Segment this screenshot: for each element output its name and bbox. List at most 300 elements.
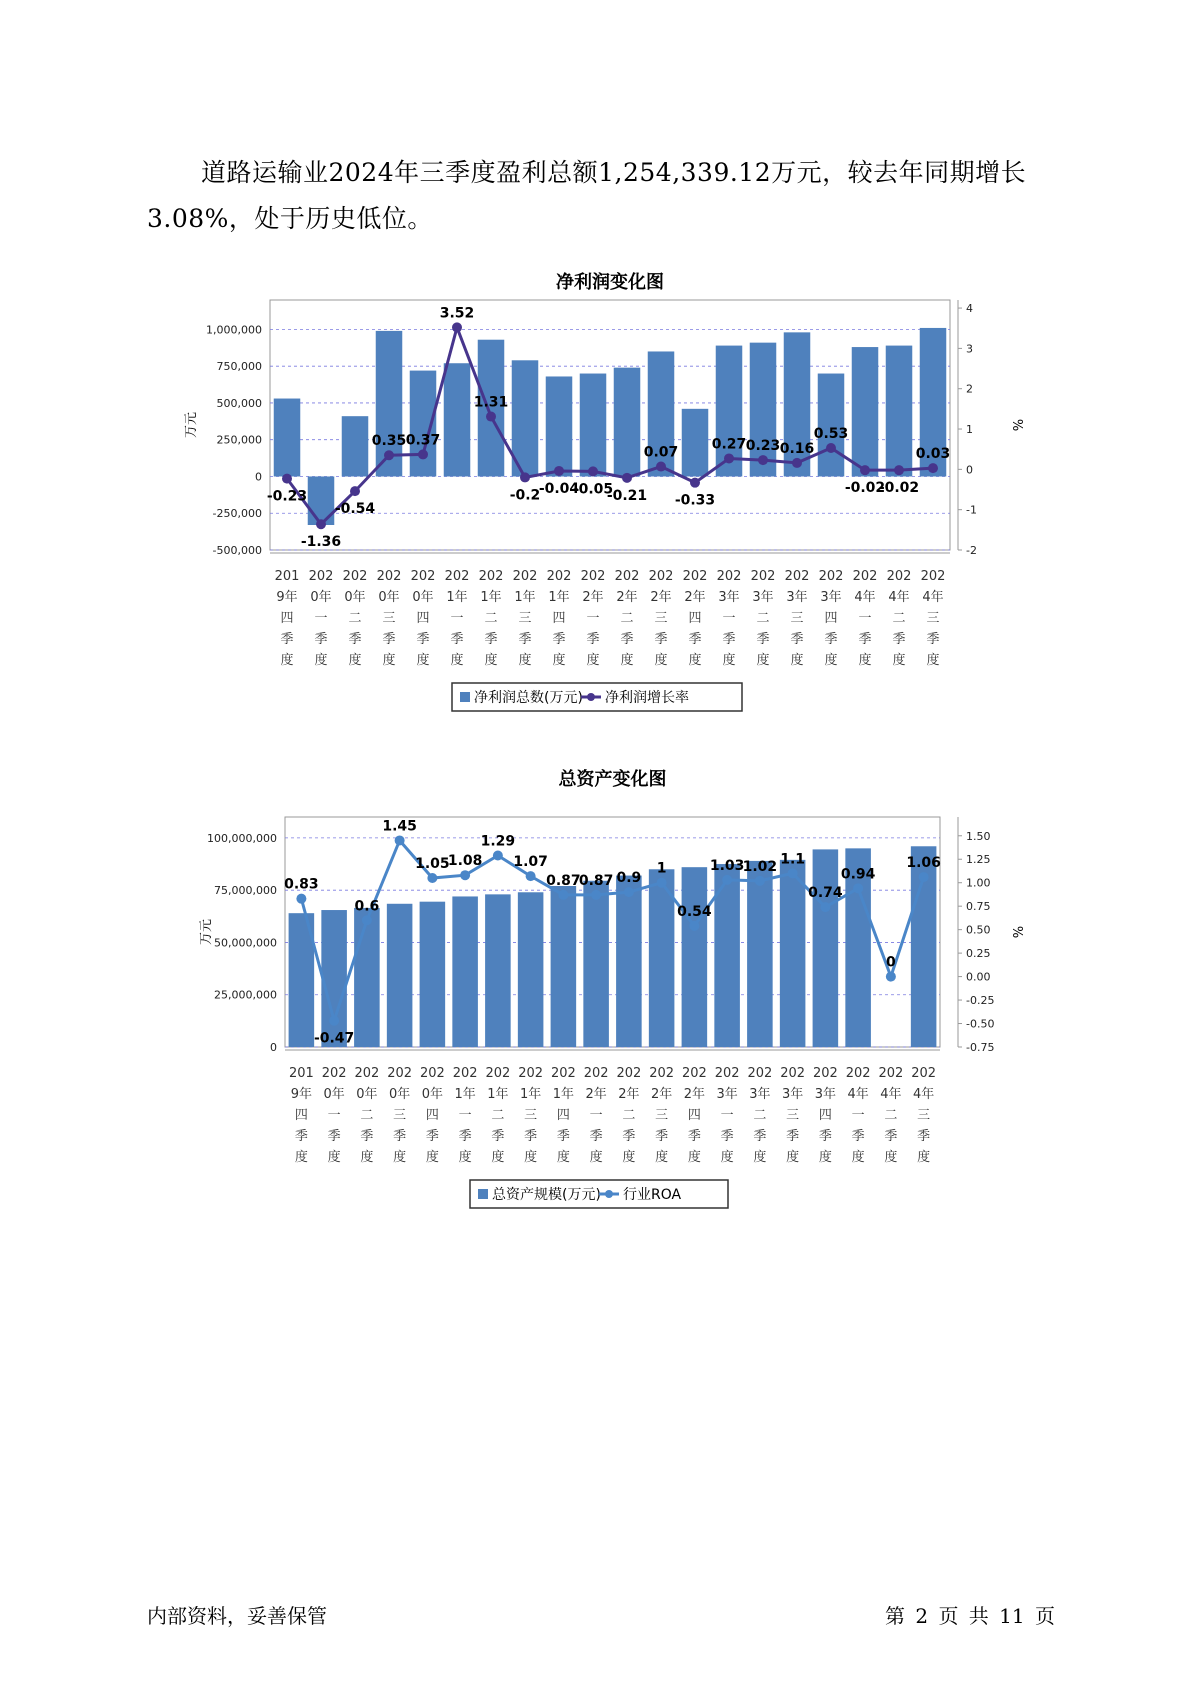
data-label: 0.23 [745, 438, 781, 455]
data-label: -0.54 [334, 501, 376, 518]
x-tick-label: 3年 [786, 590, 808, 605]
x-tick-label: 202 [649, 1066, 675, 1081]
x-tick-label: 202 [376, 569, 402, 584]
plot-area [285, 817, 940, 1047]
total-assets-chart [0, 767, 1191, 1217]
x-tick-label: 202 [485, 1066, 511, 1081]
x-tick-label: 度 [524, 1150, 538, 1165]
y-right-axis-label: % [1009, 418, 1024, 432]
x-tick-label: 季 [393, 1129, 407, 1144]
data-label: 0.53 [813, 425, 849, 442]
bar [551, 886, 577, 1047]
x-tick-label: 202 [780, 1066, 806, 1081]
x-tick-label: 度 [327, 1150, 341, 1165]
series-point [526, 871, 536, 881]
data-label: -0.04 [538, 480, 580, 497]
x-tick-label: 季 [294, 1129, 308, 1144]
x-tick-label: 202 [354, 1066, 380, 1081]
data-label: 0.94 [840, 866, 876, 883]
legend-bar-swatch [478, 1189, 488, 1199]
legend-line-label: 净利润增长率 [605, 690, 689, 706]
bar [354, 908, 380, 1047]
x-tick-label: 一 [327, 1108, 341, 1123]
x-tick-label: 季 [622, 1129, 636, 1144]
x-tick-label: 一 [858, 611, 872, 626]
bar [308, 476, 335, 525]
series-point [928, 463, 938, 473]
x-tick-label: 0年 [388, 1087, 411, 1102]
x-tick-label: 度 [620, 653, 634, 668]
series-point [452, 322, 462, 332]
y-right-tick-label: -0.25 [966, 994, 995, 1008]
x-tick-label: 季 [687, 1129, 701, 1144]
series-point [282, 474, 292, 484]
x-tick-label: 四 [556, 1108, 570, 1123]
x-tick-label: 201 [288, 1066, 314, 1081]
y-left-tick-label: -250,000 [212, 507, 262, 521]
x-tick-label: 1年 [552, 1087, 575, 1102]
x-tick-label: 季 [926, 632, 940, 647]
x-tick-label: 9年 [276, 590, 298, 605]
y-left-tick-label: 75,000,000 [214, 884, 277, 898]
x-tick-label: 三 [382, 611, 396, 626]
series-point [894, 465, 904, 475]
y-left-tick-label: 50,000,000 [214, 936, 277, 950]
x-tick-label: 202 [852, 569, 878, 584]
legend [452, 683, 742, 711]
data-label: 1.06 [906, 855, 941, 872]
series-point [919, 872, 929, 882]
x-tick-label: 度 [314, 653, 328, 668]
x-tick-label: 202 [784, 569, 810, 584]
x-tick-label: 二 [892, 611, 906, 626]
x-tick-label: 季 [655, 1129, 669, 1144]
x-tick-label: 四 [552, 611, 566, 626]
data-label: 1.03 [709, 857, 745, 874]
x-tick-label: 202 [410, 569, 436, 584]
y-right-tick-label: 1.50 [966, 829, 991, 843]
x-tick-label: 季 [425, 1129, 439, 1144]
y-right-tick-label: -1 [966, 503, 977, 517]
y-right-tick-label: 0.75 [966, 900, 991, 914]
net-profit-chart [0, 270, 1191, 720]
data-label: 1.45 [382, 818, 417, 835]
data-label: 1.07 [513, 854, 548, 871]
x-tick-label: 一 [589, 1108, 603, 1123]
x-tick-label: 季 [620, 632, 634, 647]
x-tick-label: 季 [314, 632, 328, 647]
x-tick-label: 度 [280, 653, 294, 668]
series-point [350, 486, 360, 496]
x-tick-label: 1年 [446, 590, 468, 605]
x-tick-label: 四 [294, 1108, 308, 1123]
legend-line-label: 行业ROA [623, 1187, 682, 1203]
x-tick-label: 三 [393, 1108, 407, 1123]
bar [452, 896, 478, 1047]
x-tick-label: 202 [845, 1066, 871, 1081]
x-tick-label: 四 [688, 611, 702, 626]
bar [682, 409, 709, 477]
series-point [755, 876, 765, 886]
x-tick-label: 2年 [582, 590, 604, 605]
x-tick-label: 202 [920, 569, 946, 584]
x-tick-label: 度 [688, 653, 702, 668]
series-point [820, 902, 830, 912]
footer-confidential-note: 内部资料，妥善保管 [147, 1604, 327, 1628]
x-tick-label: 3年 [752, 590, 774, 605]
x-tick-label: 度 [518, 653, 532, 668]
y-right-tick-label: -0.75 [966, 1041, 995, 1054]
series-point [460, 870, 470, 880]
series-point [558, 890, 568, 900]
x-tick-label: 三 [654, 611, 668, 626]
x-tick-label: 度 [586, 653, 600, 668]
x-tick-label: 季 [484, 632, 498, 647]
bar [420, 902, 446, 1047]
data-label: 0.83 [284, 876, 319, 893]
x-tick-label: 季 [348, 632, 362, 647]
x-tick-label: 4年 [847, 1087, 869, 1102]
x-tick-label: 三 [917, 1108, 931, 1123]
x-tick-label: 202 [583, 1066, 609, 1081]
x-tick-label: 2年 [585, 1087, 607, 1102]
x-tick-label: 度 [360, 1150, 374, 1165]
x-tick-label: 度 [720, 1150, 734, 1165]
x-tick-label: 度 [294, 1150, 308, 1165]
x-tick-label: 二 [620, 611, 634, 626]
series-point [826, 443, 836, 453]
x-tick-label: 度 [687, 1150, 701, 1165]
x-tick-label: 度 [818, 1150, 832, 1165]
data-label: 0.87 [578, 872, 614, 889]
x-tick-label: 202 [546, 569, 572, 584]
x-tick-label: 202 [580, 569, 606, 584]
x-tick-label: 度 [556, 1150, 570, 1165]
x-tick-label: 2年 [616, 590, 638, 605]
x-tick-label: 四 [818, 1108, 832, 1123]
x-tick-label: 季 [722, 632, 736, 647]
y-left-tick-label: 250,000 [216, 433, 262, 447]
series-point [384, 450, 394, 460]
y-right-tick-label: -2 [966, 544, 977, 557]
series-point [493, 850, 503, 860]
series-point [724, 453, 734, 463]
series-point [362, 915, 372, 925]
x-tick-label: 2年 [650, 590, 672, 605]
y-left-tick-label: 500,000 [216, 396, 262, 410]
x-tick-label: 季 [688, 632, 702, 647]
y-right-tick-label: 3 [966, 342, 973, 356]
x-tick-label: 二 [360, 1108, 374, 1123]
series-point [853, 883, 863, 893]
x-tick-label: 季 [360, 1129, 374, 1144]
x-tick-label: 季 [327, 1129, 341, 1144]
chart-title: 总资产变化图 [558, 769, 667, 790]
x-tick-label: 三 [790, 611, 804, 626]
x-tick-label: 三 [926, 611, 940, 626]
x-tick-label: 季 [824, 632, 838, 647]
x-tick-label: 季 [756, 632, 770, 647]
x-tick-label: 季 [790, 632, 804, 647]
y-right-tick-label: 1.00 [966, 876, 991, 890]
x-tick-label: 202 [682, 569, 708, 584]
bar [852, 347, 879, 476]
bar [321, 910, 347, 1047]
x-tick-label: 季 [450, 632, 464, 647]
series-point [588, 466, 598, 476]
y-right-tick-label: 0.00 [966, 970, 991, 984]
series-point [656, 462, 666, 472]
x-tick-label: 二 [348, 611, 362, 626]
x-tick-label: 度 [393, 1150, 407, 1165]
x-tick-label: 季 [556, 1129, 570, 1144]
y-left-tick-label: 25,000,000 [214, 988, 277, 1002]
x-tick-label: 季 [382, 632, 396, 647]
x-tick-label: 2年 [618, 1087, 640, 1102]
series-point [689, 921, 699, 931]
series-point [591, 890, 601, 900]
x-tick-label: 度 [622, 1150, 636, 1165]
x-tick-label: 0年 [356, 1087, 378, 1102]
x-tick-label: 202 [452, 1066, 478, 1081]
x-tick-label: 三 [524, 1108, 538, 1123]
x-tick-label: 202 [614, 569, 640, 584]
bar [546, 376, 573, 476]
series-point [722, 875, 732, 885]
footer-page-number: 第 2 页 共 11 页 [885, 1604, 1055, 1628]
bar [444, 363, 471, 476]
x-tick-label: 度 [654, 653, 668, 668]
x-tick-label: 2年 [650, 1087, 673, 1102]
x-tick-label: 0年 [310, 590, 332, 605]
x-tick-label: 3年 [781, 1087, 804, 1102]
x-tick-label: 4年 [854, 590, 876, 605]
x-tick-label: 202 [878, 1066, 904, 1081]
total-assets-chart-svg [0, 767, 1191, 1217]
data-label: -1.36 [300, 534, 342, 551]
x-tick-label: 季 [280, 632, 294, 647]
x-tick-label: 202 [308, 569, 334, 584]
x-tick-label: 度 [858, 653, 872, 668]
x-tick-label: 度 [790, 653, 804, 668]
y-left-tick-label: 750,000 [216, 360, 262, 374]
x-tick-label: 度 [926, 653, 940, 668]
data-label: 0.6 [354, 898, 380, 915]
x-tick-label: 季 [586, 632, 600, 647]
x-tick-label: 202 [518, 1066, 544, 1081]
x-tick-label: 202 [812, 1066, 838, 1081]
bar [485, 894, 511, 1047]
x-tick-label: 0年 [378, 590, 400, 605]
x-tick-label: 度 [348, 653, 362, 668]
x-tick-label: 三 [518, 611, 532, 626]
x-tick-label: 201 [274, 569, 300, 584]
legend-line-marker [587, 693, 595, 701]
y-right-tick-label: 1 [966, 423, 973, 437]
y-right-tick-label: -0.50 [966, 1017, 995, 1031]
data-label: -0.33 [674, 492, 716, 509]
x-tick-label: 二 [622, 1108, 636, 1123]
x-tick-label: 一 [314, 611, 328, 626]
x-tick-label: 202 [681, 1066, 707, 1081]
x-tick-label: 0年 [421, 1087, 444, 1102]
x-tick-label: 202 [419, 1066, 445, 1081]
data-label: 0.16 [779, 440, 815, 457]
x-tick-label: 度 [382, 653, 396, 668]
data-label: 0.35 [371, 433, 407, 450]
x-tick-label: 度 [491, 1150, 505, 1165]
y-right-tick-label: 0.50 [966, 923, 991, 937]
x-tick-label: 度 [851, 1150, 865, 1165]
x-tick-label: 度 [786, 1150, 800, 1165]
x-tick-label: 四 [280, 611, 294, 626]
series-point [296, 894, 306, 904]
x-tick-label: 度 [552, 653, 566, 668]
x-tick-label: 202 [321, 1066, 347, 1081]
y-left-axis-label: 万元 [184, 411, 199, 439]
data-label: 0 [886, 954, 896, 971]
data-label: 1.08 [447, 853, 483, 870]
series-point [624, 887, 634, 897]
data-label: -0.02 [878, 480, 920, 497]
x-tick-label: 202 [750, 569, 776, 584]
bar [813, 849, 839, 1047]
x-tick-label: 0年 [323, 1087, 345, 1102]
series-point [329, 1016, 339, 1026]
x-tick-label: 1年 [519, 1087, 542, 1102]
x-tick-label: 3年 [716, 1087, 738, 1102]
data-label: 0.74 [808, 885, 843, 902]
x-tick-label: 季 [589, 1129, 603, 1144]
x-tick-label: 三 [655, 1108, 669, 1123]
x-tick-label: 3年 [814, 1087, 837, 1102]
x-tick-label: 季 [524, 1129, 538, 1144]
data-label: 1.1 [780, 851, 806, 868]
bar [580, 374, 607, 477]
bar [387, 904, 413, 1047]
summary-paragraph: 道路运输业2024年三季度盈利总额1,254,339.12万元，较去年同期增长3.08%，处于历史低位。 [147, 158, 1027, 233]
series-point [395, 835, 405, 845]
series-point [788, 868, 798, 878]
legend-bar-label: 总资产规模(万元) [492, 1187, 601, 1203]
x-tick-label: 季 [858, 632, 872, 647]
y-right-axis-label: % [1009, 925, 1024, 939]
x-tick-label: 季 [518, 632, 532, 647]
y-right-tick-label: 1.25 [966, 853, 991, 867]
x-tick-label: 0年 [412, 590, 434, 605]
y-right-tick-label: 4 [966, 302, 973, 316]
series-point [427, 873, 437, 883]
x-tick-label: 202 [550, 1066, 576, 1081]
series-point [860, 465, 870, 475]
bar [274, 399, 301, 477]
x-tick-label: 二 [756, 611, 770, 626]
series-point [758, 455, 768, 465]
y-left-tick-label: -500,000 [212, 544, 262, 557]
data-label: 0.03 [915, 446, 951, 463]
data-label: -0.21 [606, 487, 648, 504]
x-tick-label: 4年 [880, 1087, 902, 1102]
series-point [316, 519, 326, 529]
x-tick-label: 四 [824, 611, 838, 626]
y-right-tick-label: 2 [966, 382, 973, 396]
data-label: -0.05 [572, 481, 614, 498]
legend-bar-label: 净利润总数(万元) [474, 690, 583, 706]
x-tick-label: 一 [450, 611, 464, 626]
x-tick-label: 2年 [683, 1087, 706, 1102]
x-tick-label: 度 [458, 1150, 472, 1165]
x-tick-label: 202 [911, 1066, 937, 1081]
x-tick-label: 度 [722, 653, 736, 668]
bar [342, 416, 369, 476]
x-tick-label: 季 [884, 1129, 898, 1144]
x-tick-label: 一 [851, 1108, 865, 1123]
x-tick-label: 2年 [684, 590, 706, 605]
data-label: 0.9 [616, 870, 642, 887]
data-label: -0.23 [266, 488, 308, 505]
series-point [554, 466, 564, 476]
y-left-tick-label: 0 [270, 1041, 277, 1054]
x-tick-label: 季 [753, 1129, 767, 1144]
series-point [657, 878, 667, 888]
data-label: 1.29 [480, 833, 516, 850]
y-left-tick-label: 1,000,000 [206, 323, 262, 337]
data-label: 0.87 [546, 872, 581, 889]
data-label: 1.31 [473, 394, 509, 411]
x-tick-label: 3年 [820, 590, 842, 605]
x-tick-label: 季 [720, 1129, 734, 1144]
x-tick-label: 一 [720, 1108, 734, 1123]
bar [518, 892, 544, 1047]
x-tick-label: 202 [342, 569, 368, 584]
x-tick-label: 一 [722, 611, 736, 626]
x-tick-label: 3年 [749, 1087, 771, 1102]
x-tick-label: 度 [416, 653, 430, 668]
bar [747, 861, 773, 1047]
x-tick-label: 三 [786, 1108, 800, 1123]
x-tick-label: 度 [450, 653, 464, 668]
x-tick-label: 1年 [487, 1087, 509, 1102]
bar [614, 368, 641, 477]
x-tick-label: 二 [491, 1108, 505, 1123]
legend-bar-swatch [460, 692, 470, 702]
x-tick-label: 季 [917, 1129, 931, 1144]
y-right-tick-label: 0 [966, 463, 973, 477]
data-label: 0.07 [643, 444, 679, 461]
x-tick-label: 一 [586, 611, 600, 626]
series-point [886, 972, 896, 982]
bar [583, 881, 609, 1047]
data-label: 0.27 [711, 436, 747, 453]
data-label: 3.52 [439, 305, 475, 322]
series-point [486, 412, 496, 422]
x-tick-label: 4年 [912, 1087, 935, 1102]
series-point [622, 473, 632, 483]
x-tick-label: 二 [884, 1108, 898, 1123]
series-point [418, 449, 428, 459]
x-tick-label: 季 [416, 632, 430, 647]
x-tick-label: 一 [458, 1108, 472, 1123]
x-tick-label: 202 [387, 1066, 413, 1081]
series-point [690, 478, 700, 488]
x-tick-label: 1年 [480, 590, 502, 605]
legend [470, 1180, 728, 1208]
x-tick-label: 度 [892, 653, 906, 668]
y-left-axis-label: 万元 [199, 918, 214, 946]
data-label: 1 [656, 860, 667, 877]
data-label: 1.02 [742, 858, 778, 875]
x-tick-label: 季 [491, 1129, 505, 1144]
